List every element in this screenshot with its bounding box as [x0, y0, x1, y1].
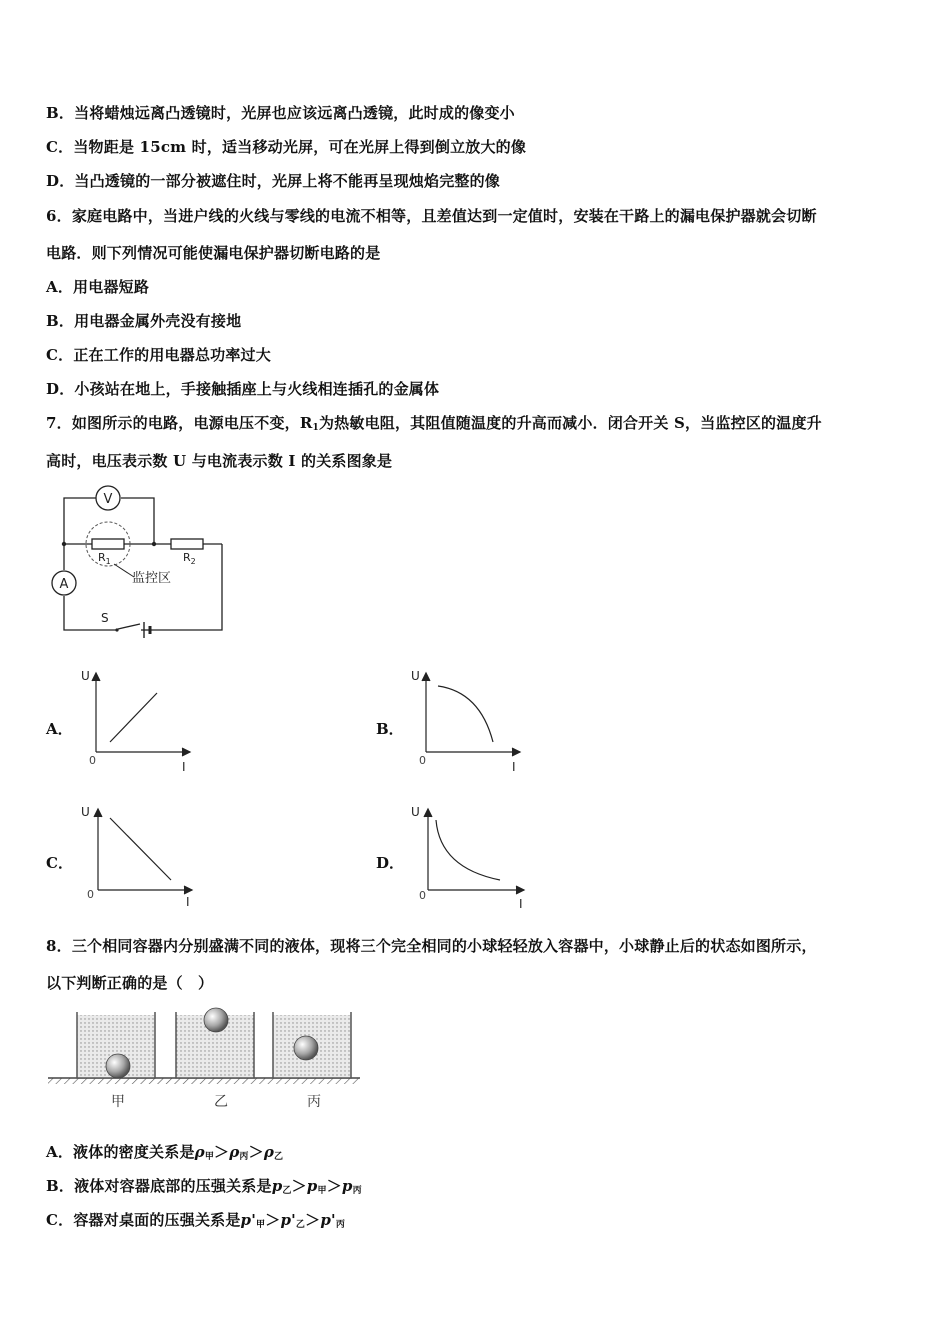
q7-graph-d	[408, 798, 532, 912]
container-bing	[273, 1012, 351, 1078]
q7-circuit-diagram	[46, 484, 231, 639]
r1-label: $R_1$	[98, 551, 111, 566]
r2-resistor	[171, 539, 203, 549]
q7-graph-a	[78, 664, 198, 776]
q7-graph-c	[78, 798, 200, 910]
q7-option-b-label: B．	[376, 720, 404, 738]
q7-option-d-label: D．	[376, 854, 405, 872]
monitor-zone-label: 监控区	[132, 571, 172, 586]
q8-option-a: A．液体的密度关系是$\rho_甲>\rho_丙>\rho_乙$	[46, 1143, 284, 1162]
q6-option-d: D．小孩站在地上，手接触插座上与火线相连插孔的金属体	[46, 380, 440, 398]
q8-option-b: B．液体对容器底部的压强关系是$p_乙>p_甲>p_丙$	[46, 1177, 362, 1196]
svg-text:0: 0	[89, 754, 96, 767]
q6-option-c: C．正在工作的用电器总功率过大	[46, 346, 271, 364]
q5-option-c: C．当物距是 15cm 时，适当移动光屏，可在光屏上得到倒立放大的像	[46, 138, 527, 156]
q6-option-a: A．用电器短路	[46, 278, 150, 296]
q5-option-b: B．当将蜡烛远离凸透镜时，光屏也应该远离凸透镜，此时成的像变小	[46, 104, 515, 122]
q7-stem-line2: 高时，电压表示数 U 与电流表示数 I 的关系图象是	[46, 452, 393, 470]
ball-bing	[294, 1036, 318, 1060]
svg-text:U: U	[411, 805, 420, 819]
switch-symbol	[101, 611, 140, 632]
q5-option-d: D．当凸透镜的一部分被遮住时，光屏上将不能再呈现烛焰完整的像	[46, 172, 501, 190]
label-yi: 乙	[214, 1094, 228, 1110]
svg-text:I: I	[182, 760, 186, 774]
svg-text:I: I	[512, 760, 516, 774]
svg-text:0: 0	[87, 888, 94, 901]
ball-yi	[204, 1008, 228, 1032]
voltmeter-symbol	[96, 486, 120, 510]
q7-graph-b	[408, 664, 528, 776]
svg-text:S: S	[101, 611, 109, 625]
svg-text:A: A	[59, 577, 69, 592]
svg-text:U: U	[81, 669, 90, 683]
r2-label: $R_2$	[183, 551, 196, 566]
graph-c-curve	[110, 818, 171, 880]
svg-text:I: I	[519, 897, 523, 911]
ball-jia	[106, 1054, 130, 1078]
r1-resistor	[92, 539, 124, 549]
svg-text:0: 0	[419, 889, 426, 902]
q7-option-a-label: A．	[46, 720, 73, 738]
graph-a-curve	[110, 693, 157, 742]
graph-b-curve	[438, 686, 493, 742]
q7-stem-line1: 7．如图所示的电路，电源电压不变，$R_1$为热敏电阻，其阻值随温度的升高而减小．闭合开关 S，当监控区的温度升	[46, 414, 822, 433]
q8-stem-line2: 以下判断正确的是（ ）	[46, 974, 214, 992]
q6-stem-line2: 电路．则下列情况可能使漏电保护器切断电路的是	[46, 244, 381, 262]
q8-stem-line1: 8．三个相同容器内分别盛满不同的液体，现将三个完全相同的小球轻轻放入容器中，小球静止后的状态如图所示，	[46, 937, 817, 955]
svg-text:U: U	[411, 669, 420, 683]
svg-text:0: 0	[419, 754, 426, 767]
label-jia: 甲	[111, 1094, 125, 1110]
q6-stem-line1: 6．家庭电路中，当进户线的火线与零线的电流不相等，且差值达到一定值时，安装在干路上的漏电保护器就会切断	[46, 207, 817, 225]
container-jia	[77, 1012, 155, 1078]
q7-option-c-label: C．	[46, 854, 73, 872]
svg-text:V: V	[103, 492, 113, 507]
label-bing: 丙	[307, 1094, 321, 1110]
ammeter-symbol	[52, 571, 76, 595]
container-yi	[176, 1008, 254, 1078]
q8-containers-figure	[44, 1002, 364, 1112]
q6-option-b: B．用电器金属外壳没有接地	[46, 312, 242, 330]
svg-text:U: U	[81, 805, 90, 819]
q8-option-c: C．容器对桌面的压强关系是$p'_甲>p'_乙>p'_丙$	[46, 1211, 346, 1230]
svg-text:I: I	[186, 895, 190, 909]
graph-d-curve	[436, 820, 500, 880]
